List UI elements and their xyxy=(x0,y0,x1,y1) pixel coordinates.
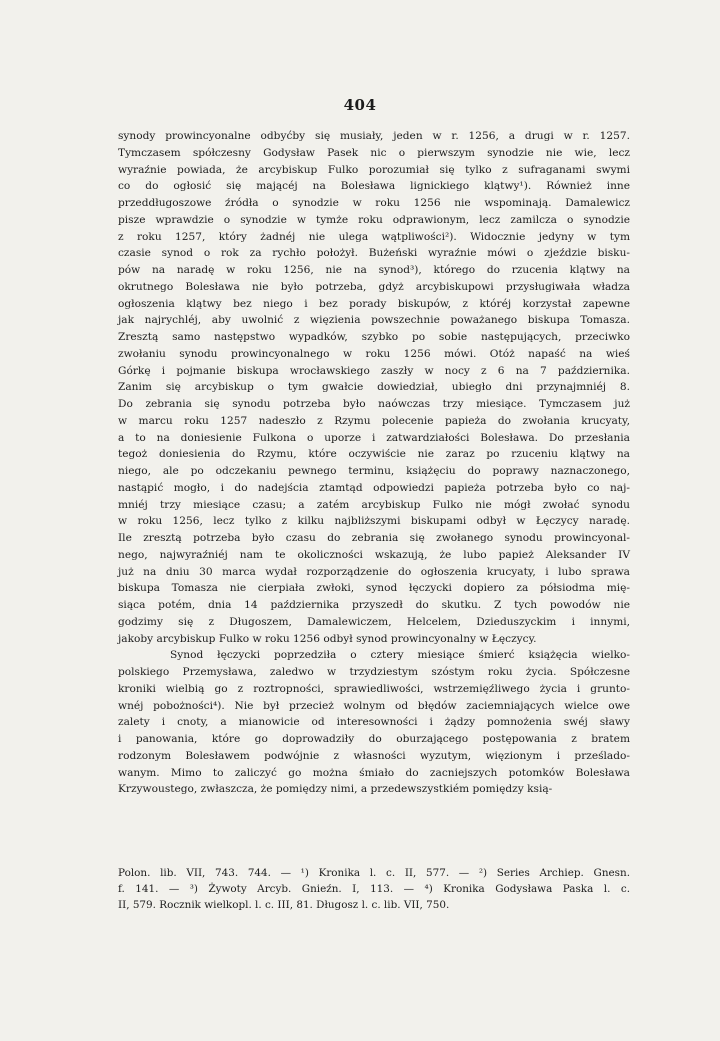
text-line: kroniki wielbią go z roztropności, sprawiedliwości, wstrzemięźliwego życia i grunto- xyxy=(118,682,630,695)
text-line: Krzywoustego, zwłaszcza, że pomiędzy nimi, a przedewszystkiém pomiędzy ksią- xyxy=(118,783,553,796)
text-line: Synod łęczycki poprzedziła o cztery miesiące śmierć książęcia wielko- xyxy=(170,649,630,662)
text-line: Ile zresztą potrzeba było czasu do zebrania się zwołanego synodu prowincyonal- xyxy=(118,532,630,544)
text-line: przeddługoszowe źródła o synodzie w roku 1256 nie wspominają. Damalewicz xyxy=(118,197,630,209)
text-line: synody prowincyonalne odbyćby się musiały, jeden w r. 1256, a drugi w r. 1257. xyxy=(118,130,630,142)
text-line: pisze wprawdzie o synodzie w tymże roku odprawionym, lecz zamilcza o synodzie xyxy=(118,213,630,226)
text-line: Zanim się arcybiskup o tym gwałcie dowiedział, ubiegło dni przynajmniéj 8. xyxy=(118,381,630,394)
text-line: mniéj trzy miesiące czasu; a zatém arcybiskup Fulko nie mógł zwołać synodu xyxy=(118,498,630,511)
page-number: 404 xyxy=(343,96,377,114)
text-line: wanym. Mimo to zaliczyć go można śmiało do zacniejszych potomków Bolesława xyxy=(118,766,630,779)
text-line: jak najrychléj, aby uwolnić z więzienia powszechnie poważanego biskupa Tomasza. xyxy=(118,314,630,327)
text-line: wnéj pobożności⁴). Nie był przecież wolnym od błędów zaciemniających wielce owe xyxy=(118,699,630,712)
text-line: Tymczasem spółczesny Godysław Pasek nic o pierwszym synodzie nie wie, lecz xyxy=(118,146,630,159)
text-line: Górkę i pojmanie biskupa wrocławskiego zaszły w nocy z 6 na 7 października. xyxy=(118,364,630,377)
text-line: okrutnego Bolesława nie było potrzeba, gdyż arcybiskupowi przysługiwała władza xyxy=(118,280,630,293)
text-line: godzimy się z Długoszem, Damalewiczem, Helcelem, Dzieduszyckim i innymi, xyxy=(118,615,630,628)
text-line: biskupa Tomasza nie cierpiała zwłoki, synod łęczycki dopiero za półsiodma mię- xyxy=(118,582,630,595)
text-line: wyraźnie powiada, że arcybiskup Fulko porozumiał się tylko z sufraganami swymi xyxy=(118,163,630,176)
text-line: rodzonym Bolesławem podwójnie z własności wyzutym, więzionym i prześlado- xyxy=(118,749,630,762)
text-line: co do ogłosić się mającéj na Bolesława lignickiego klątwy¹). Również inne xyxy=(118,180,630,193)
text-line: niego, ale po odczekaniu pewnego terminu, książęciu do poprawy naznaczonego, xyxy=(118,465,630,477)
text-line: z roku 1257, który żadnéj nie ulega wątpliwości²). Widocznie jedyny w tym xyxy=(118,230,630,243)
text-line: Do zebrania się synodu potrzeba było naówczas trzy miesiące. Tymczasem już xyxy=(118,398,630,410)
footnote-line: II, 579. Rocznik wielkopl. l. c. III, 81. Długosz l. c. lib. VII, 750. xyxy=(118,899,450,911)
text-line: już na dniu 30 marca wydał rozporządzenie do ogłoszenia krucyaty, i lubo sprawa xyxy=(118,565,630,578)
text-line: nego, najwyraźniéj nam te okoliczności wskazują, że lubo papież Aleksander IV xyxy=(118,548,630,561)
text-line: Zresztą samo następstwo wypadków, szybko po sobie następujących, przeciwko xyxy=(118,331,630,343)
text-line: jakoby arcybiskup Fulko w roku 1256 odbył synod prowincyonalny w Łęczycy. xyxy=(118,632,537,645)
text-line: tegoż doniesienia do Rzymu, które oczywiście nie zaraz po rzuceniu klątwy na xyxy=(118,448,630,461)
text-line: zalety i cnoty, a mianowicie od interesowności i żądzy pomnożenia swéj sławy xyxy=(118,716,630,729)
text-line: nastąpić mogło, i do nadejścia ztamtąd odpowiedzi papieża potrzeba było co naj- xyxy=(118,481,630,494)
footnote-line: f. 141. — ³) Żywoty Arcyb. Gnieźn. I, 113. — ⁴) Kronika Godysława Paska l. c. xyxy=(118,883,630,895)
text-line: polskiego Przemysława, zaledwo w trzydziestym szóstym roku życia. Spółczesne xyxy=(118,666,630,678)
text-line: siąca potém, dnia 14 października przyszedł do skutku. Z tych powodów nie xyxy=(118,599,630,611)
text-line: zwołaniu synodu prowincyonalnego w roku 1256 mówi. Otóż napaść na wieś xyxy=(118,347,630,360)
text-line: w marcu roku 1257 nadeszło z Rzymu polecenie papieża do zwołania krucyaty, xyxy=(118,414,630,427)
text-line: i panowania, które go doprowadziły do oburzającego postępowania z bratem xyxy=(118,733,630,745)
text-line: a to na doniesienie Fulkona o uporze i zatwardziałości Bolesława. Do przesłania xyxy=(118,431,630,444)
text-line: w roku 1256, lecz tylko z kilku najbliższymi biskupami odbył w Łęczycy naradę. xyxy=(118,515,630,528)
text-line: ogłoszenia klątwy bez niego i bez porady biskupów, z któréj korzystał zapewne xyxy=(118,297,630,310)
footnotes xyxy=(118,865,630,913)
text-line: czasie synod o rok za rychło położył. Bużeński wyraźnie mówi o zjeździe bisku- xyxy=(118,247,630,260)
main-text xyxy=(118,128,630,798)
footnote-line: Polon. lib. VII, 743. 744. — ¹) Kronika l. c. II, 577. — ²) Series Archiep. Gnesn. xyxy=(118,867,630,879)
text-line: pów na naradę w roku 1256, nie na synod³), którego do rzucenia klątwy na xyxy=(118,264,630,276)
